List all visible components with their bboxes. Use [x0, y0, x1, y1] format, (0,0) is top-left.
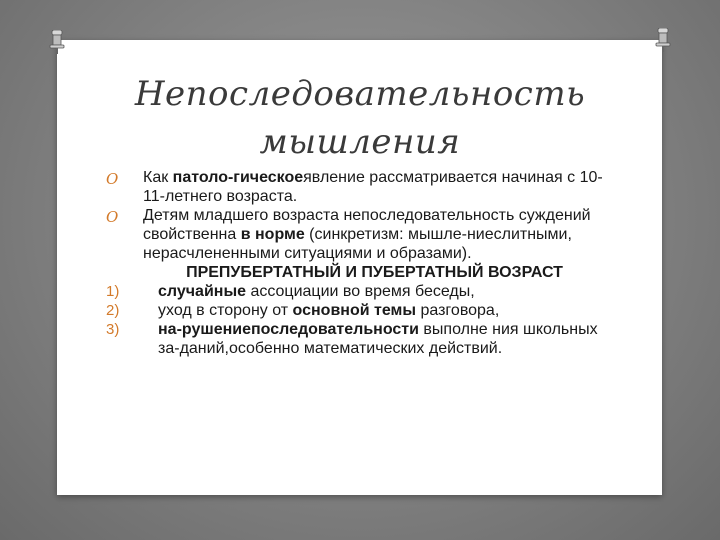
numbered-text: выполне ния школьных за-даний,особенно математических действий.: [158, 321, 598, 357]
numbered-bold-text: на-рушениепоследовательности: [158, 321, 419, 338]
bullet-marker: O: [106, 208, 119, 226]
pushpin-icon: [49, 30, 65, 54]
bullet-text: Как: [143, 169, 173, 186]
bullet-item: [106, 168, 606, 206]
title-line-2: мышления: [259, 122, 461, 162]
pushpin-icon: [655, 28, 671, 52]
numbered-text: уход в сторону от: [158, 302, 293, 319]
slide-content: [106, 168, 606, 358]
bullet-text: Детям младшего возраста непоследовательность суждений свойственна: [143, 207, 591, 243]
section-heading: ПРЕПУБЕРТАТНЫЙ И ПУБЕРТАТНЫЙ ВОЗРАСТ: [186, 264, 563, 281]
numbered-text: разговора,: [416, 302, 500, 319]
bullet-item: [106, 206, 606, 263]
numbered-bold-text: основной темы: [292, 302, 417, 319]
bullet-bold-text: в норме: [240, 226, 305, 243]
number-marker: 1): [106, 283, 120, 300]
number-marker: 3): [106, 321, 120, 338]
bullet-text: (синкретизм: мышле-ниеслитными, нерасчлененными ситуациями и образами).: [143, 226, 572, 262]
title-line-1: Непоследовательность: [134, 74, 586, 114]
numbered-text: ассоциации во время беседы,: [246, 283, 475, 300]
bullet-text: явление рассматривается начиная с 10-11-летнего возраста.: [143, 169, 603, 205]
numbered-bold-text: случайные: [158, 283, 246, 300]
slide-title: [120, 70, 600, 166]
bullet-bold-text: патоло-гическое: [172, 169, 304, 186]
numbered-item: [106, 282, 606, 301]
numbered-item: [106, 320, 606, 358]
bullet-marker: O: [106, 170, 119, 188]
number-marker: 2): [106, 302, 120, 319]
numbered-item: [106, 301, 606, 320]
